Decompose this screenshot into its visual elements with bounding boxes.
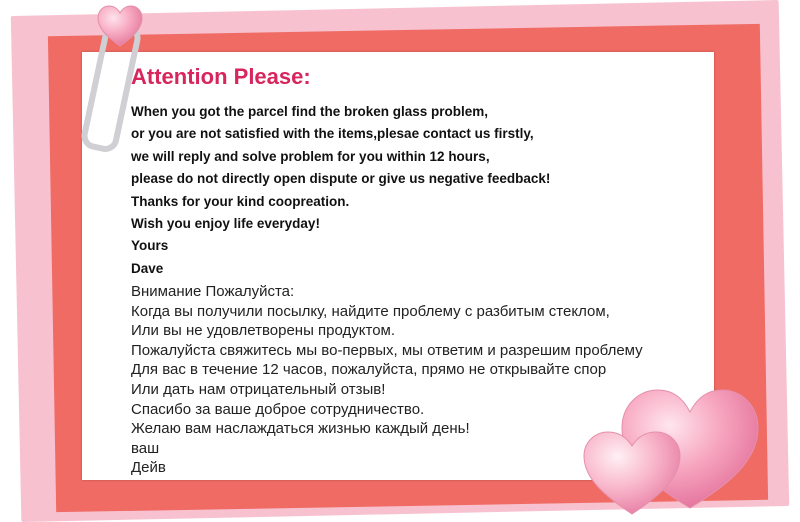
english-message	[131, 101, 550, 280]
page-title: Attention Please:	[131, 64, 311, 89]
russian-line: Или вы не удовлетворены продуктом.	[131, 322, 396, 340]
russian-line: Или дать нам отрицательный отзыв!	[131, 380, 386, 398]
russian-line: Спасибо за ваше доброе сотрудничество.	[131, 400, 425, 418]
russian-line: Пожалуйста свяжитесь мы во-первых, мы ответим и разрешим проблему	[131, 341, 643, 359]
russian-line: Когда вы получили посылку, найдите проблему с разбитым стеклом,	[131, 302, 610, 320]
english-signoff: Yours	[131, 238, 169, 254]
english-line: please do not directly open dispute or give us negative feedback!	[131, 171, 551, 187]
english-line: Wish you enjoy life everyday!	[131, 216, 320, 232]
russian-message	[131, 282, 643, 478]
english-line: we will reply and solve problem for you within 12 hours,	[131, 148, 490, 164]
russian-line: Для вас в течение 12 часов, пожалуйста, прямо не открывайте спор	[131, 361, 607, 379]
russian-signoff: ваш	[131, 439, 160, 457]
english-signature: Dave	[131, 260, 164, 276]
hearts-icon	[570, 376, 776, 516]
english-line: Thanks for your kind coopreation.	[131, 193, 350, 209]
russian-line: Желаю вам наслаждаться жизнью каждый день!	[131, 420, 470, 438]
russian-signature: Дейв	[131, 459, 166, 477]
english-line: or you are not satisfied with the items,plesae contact us firstly,	[131, 126, 534, 142]
english-line: When you got the parcel find the broken glass problem,	[131, 104, 489, 119]
russian-line: Внимание Пожалуйста:	[131, 283, 295, 300]
heart-icon	[96, 4, 144, 48]
